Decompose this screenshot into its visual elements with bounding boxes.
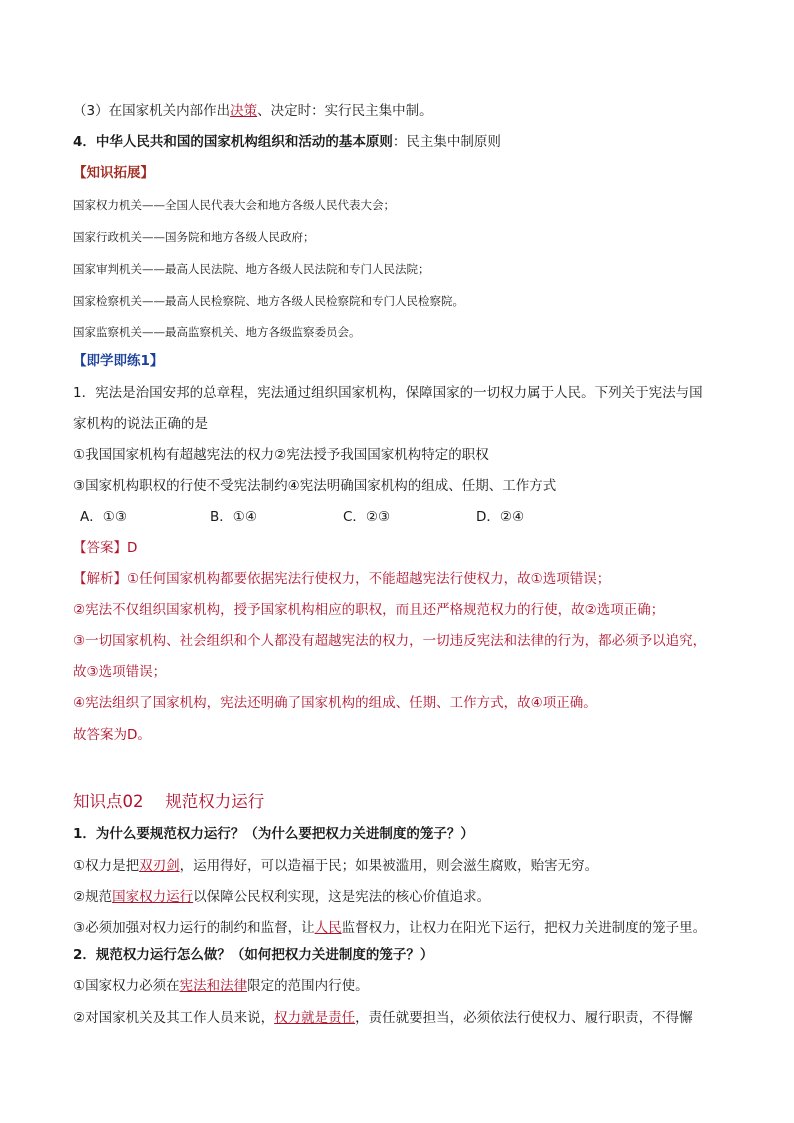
principle-line: 4．中华人民共和国的国家机构组织和活动的基本原则：民主集中制原则 (73, 134, 501, 150)
analysis-line: ④宪法组织了国家机构，宪法还明确了国家机构的组成、任期、工作方式，故④项正确。 (73, 695, 597, 711)
text-line: ①国家权力必须在宪法和法律限定的范围内行使。 (73, 978, 369, 994)
answer-line (73, 539, 137, 557)
knowledge-point-heading: 知识点02 规范权力运行 (73, 792, 265, 811)
analysis-line: ③一切国家机构、社会组织和个人都没有超越宪法的权力，一切违反宪法和法律的行为，都必须予以追究， (73, 633, 707, 649)
subsection-title: 1．为什么要规范权力运行？（为什么要把权力关进制度的笼子？） (73, 826, 474, 842)
question-text: 1．宪法是治国安邦的总章程，宪法通过组织国家机构，保障国家的一切权力属于人民。下列关于宪法与国 (73, 385, 703, 401)
extension-item: 国家审判机关——最高人民法院、地方各级人民法院和专门人民法院； (73, 262, 430, 276)
question-statement: ①我国国家机构有超越宪法的权力②宪法授予我国国家机构特定的职权 (73, 447, 489, 463)
extension-item: 国家检察机关——最高人民检察院、地方各级人民检察院和专门人民检察院。 (73, 294, 464, 308)
analysis-line: 故答案为D。 (73, 727, 151, 743)
analysis-line: 故③选项错误； (73, 664, 167, 680)
analysis-line: 【解析】①任何国家机构都要依据宪法行使权力，不能超越宪法行使权力，故①选项错误； (73, 571, 611, 587)
answer-value: D (127, 540, 138, 556)
extension-item: 国家行政机关——国务院和地方各级人民政府； (73, 230, 315, 244)
text-line: ①权力是把双刃剑，运用得好，可以造福于民；如果被滥用，则会滋生腐败，贻害无穷。 (73, 858, 599, 874)
text-line: ③必须加强对权力运行的制约和监督，让人民监督权力，让权力在阳光下运行，把权力关进制度的笼子里。 (73, 920, 707, 936)
extension-title: 【知识拓展】 (73, 165, 154, 181)
extension-item: 国家权力机关——全国人民代表大会和地方各级人民代表大会； (73, 198, 395, 212)
option-b: B．①④ (210, 509, 257, 525)
practice-title: 【即学即练1】 (73, 353, 164, 369)
option-d: D．②④ (476, 509, 525, 525)
text-line: ②对国家机关及其工作人员来说，权力就是责任，责任就要担当，必须依法行使权力、履行职责，不得懈 (73, 1010, 693, 1026)
subsection-title: 2．规范权力运行怎么做？（如何把权力关进制度的笼子？） (73, 947, 434, 963)
analysis-tag: 【解析】 (73, 571, 127, 587)
question-text: 家机构的说法正确的是 (73, 416, 208, 432)
option-c: C．②③ (343, 509, 391, 525)
option-a: A．①③ (80, 509, 127, 525)
extension-item: 国家监察机关——最高监察机关、地方各级监察委员会。 (73, 325, 361, 339)
answer-tag: 【答案】 (73, 540, 127, 556)
question-statement: ③国家机构职权的行使不受宪法制约④宪法明确国家机构的组成、任期、工作方式 (73, 478, 557, 494)
analysis-line: ②宪法不仅组织国家机构，授予国家机构相应的职权，而且还严格规范权力的行使，故②选项正确； (73, 602, 665, 618)
text-line: （3）在国家机关内部作出决策、决定时：实行民主集中制。 (73, 103, 433, 119)
text-line: ②规范国家权力运行以保障公民权利实现，这是宪法的核心价值追求。 (73, 889, 491, 905)
